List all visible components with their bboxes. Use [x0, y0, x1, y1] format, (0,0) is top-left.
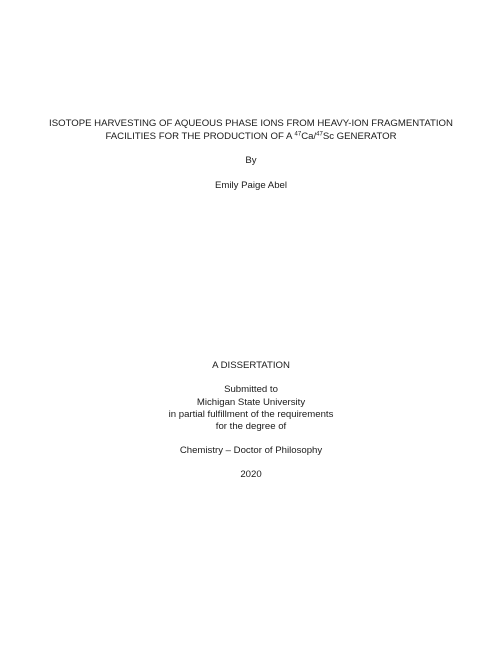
title-line-2-suffix: Sc GENERATOR [322, 131, 397, 142]
title-line-1: ISOTOPE HARVESTING OF AQUEOUS PHASE IONS FROM HEAVY-ION FRAGMENTATION [49, 118, 453, 129]
degree-label: for the degree of [215, 421, 287, 432]
degree-name: Chemistry – Doctor of Philosophy [179, 445, 323, 456]
fulfillment-statement: in partial fulfillment of the requirements [168, 409, 334, 420]
by-label: By [245, 155, 257, 166]
title-line-2-prefix: FACILITIES FOR THE PRODUCTION OF A [105, 131, 295, 142]
university-name: Michigan State University [196, 397, 306, 408]
isotope-mass-sc: 47 [316, 131, 323, 138]
isotope-mass-ca: 47 [294, 131, 302, 138]
year: 2020 [240, 469, 262, 480]
document-type: A DISSERTATION [212, 360, 290, 371]
title-element-ca: Ca/ [301, 131, 317, 142]
title-line-2 [0, 131, 502, 143]
author-name: Emily Paige Abel [215, 180, 287, 191]
submitted-to: Submitted to [224, 384, 278, 395]
